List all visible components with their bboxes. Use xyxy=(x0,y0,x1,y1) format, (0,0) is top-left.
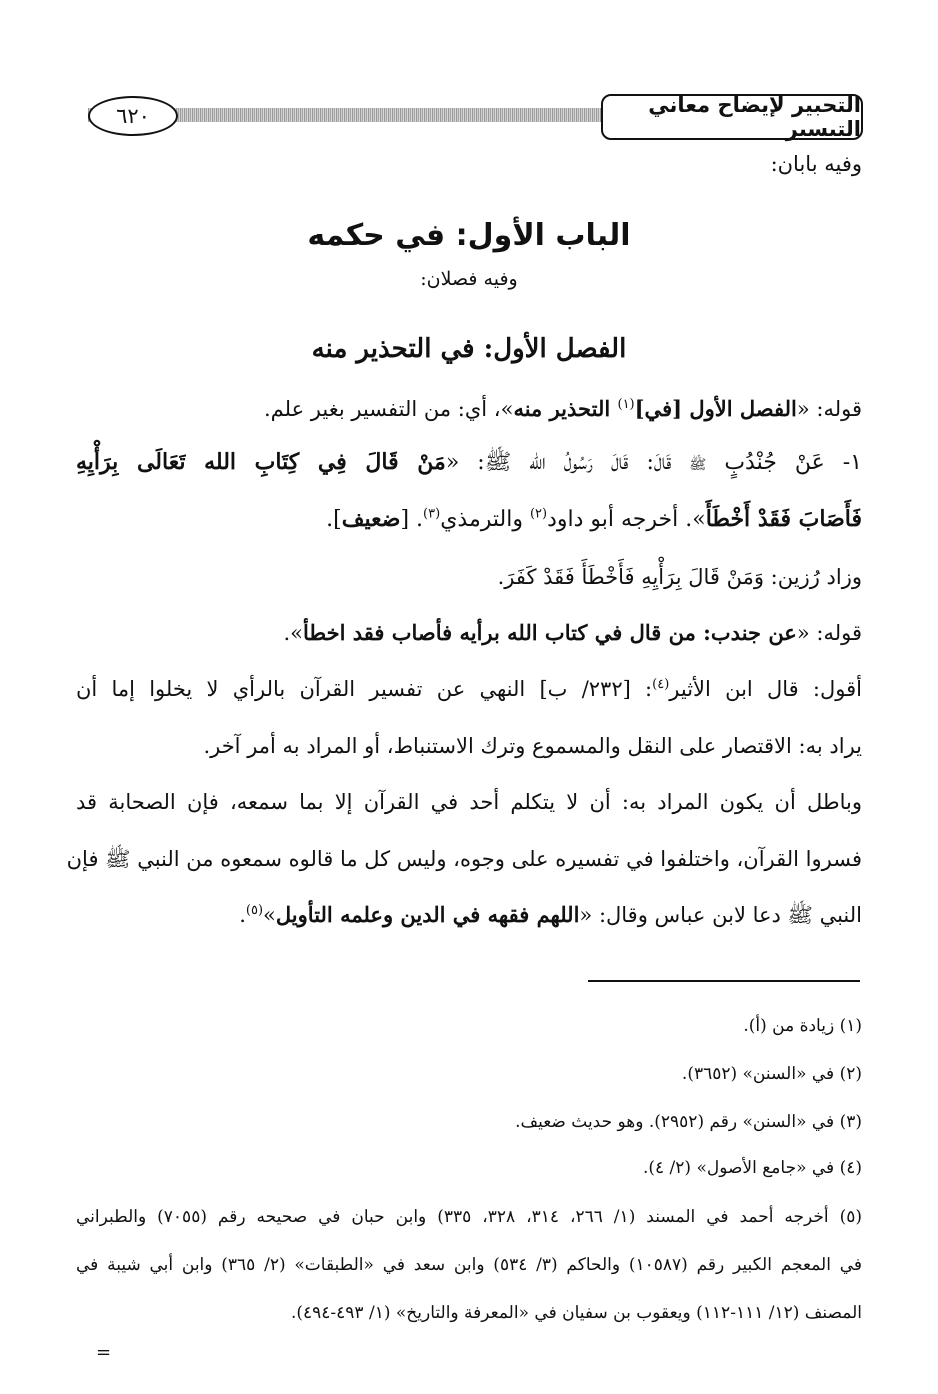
text: ». xyxy=(283,621,303,645)
quoted-bold: الفصل الأول [في] xyxy=(634,396,797,421)
book-title: التحبير لإيضاح معاني التيسير xyxy=(601,94,863,140)
text: قوله: « xyxy=(796,621,862,645)
footnote-4: (٤) في «جامع الأصول» (٢/ ٤). xyxy=(642,1158,862,1178)
footnote-ref-1: (١) xyxy=(617,397,635,412)
text: : [٢٣٢/ ب] النهي عن تفسير القرآن بالرأي لا يخلوا إما أن xyxy=(76,677,653,701)
grading-bold: ضعيف xyxy=(341,506,401,532)
hadith-line-1 xyxy=(76,448,862,480)
paragraph-5-line-1: وباطل أن يكون المراد به: أن لا يتكلم أحد في القرآن إلا بما سمعه، فإن الصحابة قد xyxy=(76,790,862,814)
text: . [ xyxy=(400,507,424,532)
footnote-ref-4: (٤) xyxy=(652,677,670,692)
quoted-bold: عن جندب: من قال في كتاب الله برأيه فأصاب فقد اخطأ xyxy=(303,620,797,645)
footnote-3: (٣) في «السنن» رقم (٢٩٥٢). وهو حديث ضعيف. xyxy=(515,1112,862,1132)
text: . xyxy=(239,903,246,927)
paragraph-2: وزاد رُزين: وَمَنْ قَالَ بِرَأْيِهِ فَأَخْطَأَ فَقَدْ كَفَرَ. xyxy=(497,565,862,589)
text: ». أخرجه أبو داود xyxy=(547,507,706,532)
paragraph-5-line-2: فسروا القرآن، واختلفوا في تفسيره على وجوه، وليس كل ما قالوه سمعوه من النبي ﷺ فإن xyxy=(66,847,862,871)
quoted-bold: اللهم فقهه في الدين وعلمه التأويل xyxy=(275,902,580,927)
hadith-text-bold: مَنْ قَالَ فِي كِتَابِ الله تَعَالَى بِرَأْيِهِ xyxy=(76,449,446,475)
chapter-title: الباب الأول: في حكمه xyxy=(307,218,631,253)
footnote-2: (٢) في «السنن» (٣٦٥٢). xyxy=(681,1064,862,1084)
paragraph-4-line-2: يراد به: الاقتصار على النقل والمسموع وترك الاستنباط، أو المراد به أمر آخر. xyxy=(203,734,862,758)
paragraph-3 xyxy=(76,620,862,645)
text: قَالَ: قَالَ رَسُولُ الله ﷺ: « xyxy=(445,450,690,475)
footnote-separator xyxy=(588,980,860,982)
chapter-subtitle: وفيه فصلان: xyxy=(420,268,518,290)
text: والترمذي xyxy=(440,507,530,532)
intro-line: وفيه بابان: xyxy=(770,152,862,176)
text: قوله: « xyxy=(796,397,862,421)
hadith-line-2 xyxy=(76,506,862,532)
footnote-ref-3: (٣) xyxy=(423,506,441,522)
signature-mark: = xyxy=(96,1342,112,1363)
footnote-5-line-1: (٥) أخرجه أحمد في المسند (١/ ٢٦٦، ٣١٤، ٣٢٨، ٣٣٥) وابن حبان في صحيحه رقم (٧٠٥٥) والطبراني xyxy=(76,1207,863,1227)
footnote-ref-2: (٢) xyxy=(529,506,548,522)
text: »، أي: من التفسير بغير علم. xyxy=(263,397,514,421)
text: ١- عَنْ جُنْدُبٍ xyxy=(706,450,862,475)
text: » xyxy=(263,903,276,927)
paragraph-5-line-3 xyxy=(76,902,862,933)
footnote-5-line-3: المصنف (١٢/ ١١١-١١٢) ويعقوب بن سفيان في «المعرفة والتاريخ» (١/ ٤٩٣-٤٩٤). xyxy=(290,1303,862,1323)
text: ]. xyxy=(326,507,342,532)
running-header xyxy=(88,94,863,144)
paragraph-4-line-1 xyxy=(76,677,862,701)
text: أقول: قال ابن الأثير xyxy=(669,677,862,701)
page-number: ٦٢٠ xyxy=(88,96,178,136)
paragraph-1 xyxy=(76,396,862,421)
hadith-text-bold: فَأَصَابَ فَقَدْ أَخْطَأَ xyxy=(705,506,862,532)
quoted-bold: التحذير منه xyxy=(513,396,618,421)
honorific-glyph: ﷺ xyxy=(689,457,707,473)
footnote-1: (١) زيادة من (أ). xyxy=(743,1016,862,1036)
footnote-5-line-2: في المعجم الكبير رقم (١٠٥٨٧) والحاكم (٣/ ٥٣٤) وابن سعد في «الطبقات» (٢/ ٣٦٥) وابن أبي شيبة في xyxy=(76,1255,863,1275)
footnote-ref-5: (٥) xyxy=(245,903,264,918)
section-title: الفصل الأول: في التحذير منه xyxy=(311,334,627,364)
text: النبي ﷺ دعا لابن عباس وقال: « xyxy=(579,903,862,927)
